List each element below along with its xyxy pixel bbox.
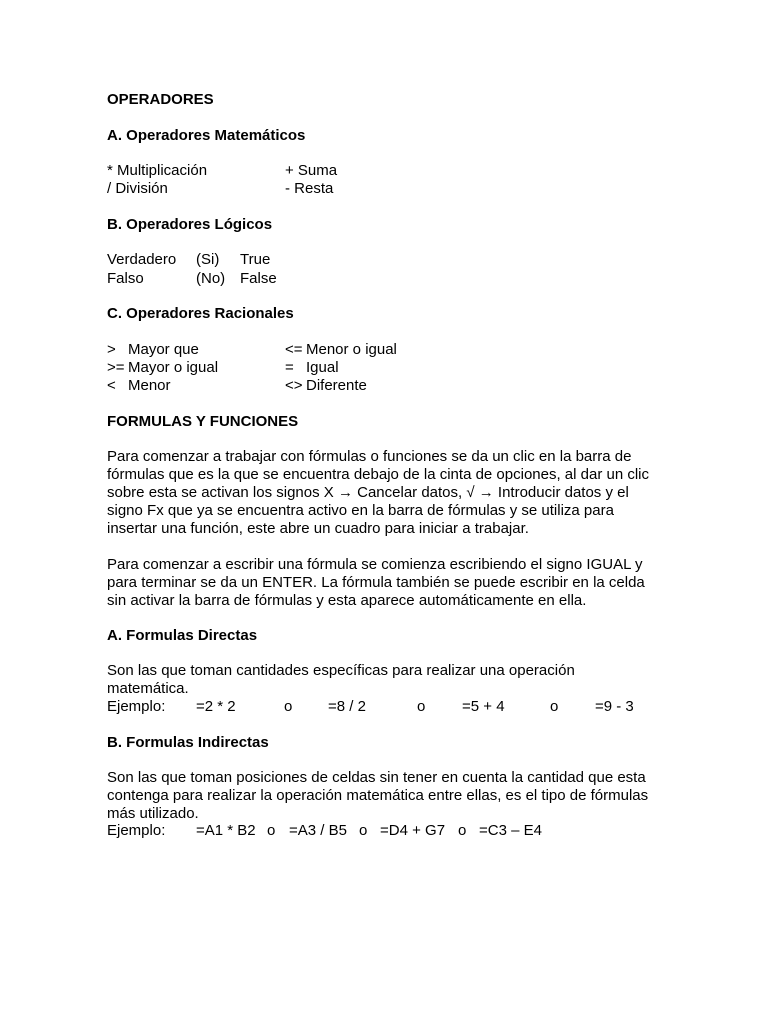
formulas-intro-paragraph bbox=[107, 448, 667, 538]
greater-than-label: Mayor que bbox=[128, 341, 199, 358]
less-than-symbol: < bbox=[107, 377, 116, 394]
logic-true-paren: (Si) bbox=[196, 251, 220, 268]
subtraction-item: - Resta bbox=[285, 180, 334, 197]
indirect-example-4: =C3 – E4 bbox=[479, 822, 542, 839]
paragraph-line: insertar una función, este abre un cuadro para iniciar a trabajar. bbox=[107, 520, 529, 537]
equal-symbol: = bbox=[285, 359, 294, 376]
indirect-example-3: =D4 + G7 bbox=[380, 822, 446, 839]
logic-true-word: Verdadero bbox=[107, 251, 177, 268]
paragraph-line: para terminar se da un ENTER. La fórmula también se puede escribir en la celda bbox=[107, 574, 645, 591]
document-title: OPERADORES bbox=[107, 91, 214, 108]
less-than-label: Menor bbox=[128, 377, 171, 394]
paragraph-line: contenga para realizar la operación matemática entre ellas, es el tipo de fórmulas bbox=[107, 787, 649, 804]
logic-operators-heading: B. Operadores Lógicos bbox=[107, 216, 273, 233]
direct-example-2: =8 / 2 bbox=[328, 698, 366, 715]
paragraph-line: fórmulas que es la que se encuentra debajo de la cinta de opciones, al dar un clic bbox=[107, 466, 650, 483]
direct-example-separator: o bbox=[284, 698, 293, 715]
indirect-example-separator: o bbox=[267, 822, 276, 839]
logic-false-paren: (No) bbox=[196, 270, 226, 287]
formula-writing-paragraph bbox=[107, 556, 667, 610]
direct-example-separator: o bbox=[550, 698, 559, 715]
indirect-example-2: =A3 / B5 bbox=[289, 822, 347, 839]
indirect-example-label: Ejemplo: bbox=[107, 822, 166, 839]
greater-than-symbol: > bbox=[107, 341, 116, 358]
multiplication-item: * Multiplicación bbox=[107, 162, 208, 179]
direct-example-separator: o bbox=[417, 698, 426, 715]
less-equal-label: Menor o igual bbox=[306, 341, 397, 358]
logic-false-word: Falso bbox=[107, 270, 144, 287]
paragraph-line: Para comenzar a escribir una fórmula se comienza escribiendo el signo IGUAL y bbox=[107, 556, 643, 573]
paragraph-line: Son las que toman cantidades específicas para realizar una operación bbox=[107, 662, 575, 679]
paragraph-line: Son las que toman posiciones de celdas sin tener en cuenta la cantidad que esta bbox=[107, 769, 646, 786]
less-equal-symbol: <= bbox=[285, 341, 303, 358]
direct-example-4: =9 - 3 bbox=[595, 698, 634, 715]
paragraph-line: sobre esta se activan los signos X → Cancelar datos, √ → Introducir datos y el bbox=[107, 484, 629, 501]
paragraph-line: matemática. bbox=[107, 680, 189, 697]
paragraph-line: signo Fx que ya se encuentra activo en la barra de fórmulas y se utiliza para bbox=[107, 502, 614, 519]
sum-item: + Suma bbox=[285, 162, 338, 179]
not-equal-symbol: <> bbox=[285, 377, 303, 394]
logic-true-english: True bbox=[240, 251, 271, 268]
direct-example-label: Ejemplo: bbox=[107, 698, 166, 715]
formulas-section-title: FORMULAS Y FUNCIONES bbox=[107, 413, 299, 430]
logic-false-english: False bbox=[240, 270, 277, 287]
indirect-example-separator: o bbox=[458, 822, 467, 839]
not-equal-label: Diferente bbox=[306, 377, 367, 394]
direct-formulas-heading: A. Formulas Directas bbox=[107, 627, 258, 644]
indirect-formulas-description bbox=[107, 769, 667, 823]
greater-equal-label: Mayor o igual bbox=[128, 359, 219, 376]
math-operators-heading: A. Operadores Matemáticos bbox=[107, 127, 306, 144]
division-item: / División bbox=[107, 180, 168, 197]
direct-formulas-description bbox=[107, 662, 667, 698]
indirect-formulas-heading: B. Formulas Indirectas bbox=[107, 734, 269, 751]
rational-operators-heading: C. Operadores Racionales bbox=[107, 305, 294, 322]
greater-equal-symbol: >= bbox=[107, 359, 125, 376]
indirect-example-1: =A1 * B2 bbox=[196, 822, 256, 839]
paragraph-line: más utilizado. bbox=[107, 805, 199, 822]
paragraph-line: sin activar la barra de fórmulas y esta aparece automáticamente en ella. bbox=[107, 592, 587, 609]
direct-example-1: =2 * 2 bbox=[196, 698, 236, 715]
direct-example-3: =5 + 4 bbox=[462, 698, 505, 715]
paragraph-line: Para comenzar a trabajar con fórmulas o funciones se da un clic en la barra de bbox=[107, 448, 632, 465]
indirect-example-separator: o bbox=[359, 822, 368, 839]
equal-label: Igual bbox=[306, 359, 339, 376]
